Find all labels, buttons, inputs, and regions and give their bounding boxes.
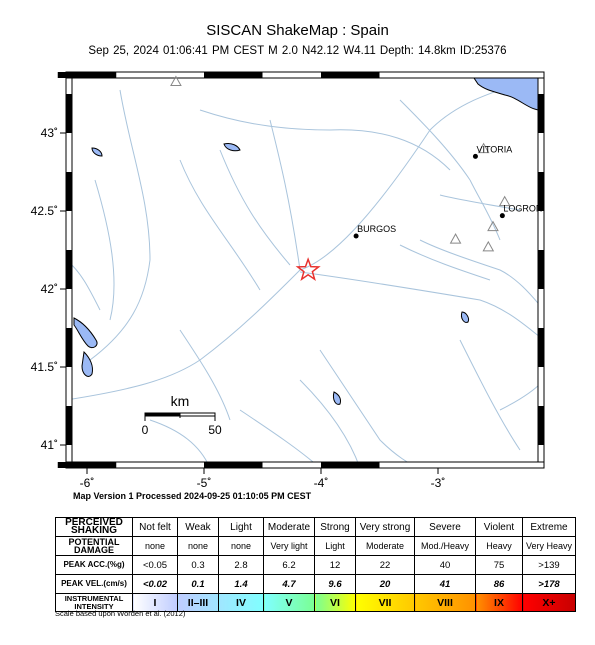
city-label: VITORIA <box>476 144 513 155</box>
legend-cell: 0.1 <box>178 575 219 594</box>
legend-row-label: INSTRUMENTAL INTENSITY <box>56 594 133 612</box>
legend-cell: none <box>219 537 264 556</box>
legend-cell: <0.02 <box>133 575 178 594</box>
legend-cell: <0.05 <box>133 556 178 575</box>
scale-end: 50 <box>208 423 222 437</box>
map-area <box>66 72 544 468</box>
legend-cell: Mod./Heavy <box>415 537 476 556</box>
legend-cell: 41 <box>415 575 476 594</box>
legend-cell: >178 <box>523 575 576 594</box>
event-info: Sep 25, 2024 01:06:41 PM CEST M 2.0 N42.12 W4.11 Depth: 14.8km ID:25376 <box>88 45 507 57</box>
lat-label: 42˚ <box>40 282 58 296</box>
legend-cell: Violent <box>476 518 523 537</box>
legend-cell: Moderate <box>356 537 415 556</box>
legend-cell: X+ <box>523 594 576 612</box>
map-title: SISCAN ShakeMap : Spain <box>206 22 389 39</box>
legend-cell: 4.7 <box>264 575 315 594</box>
scale-credit: Scale based upon Worden et al. (2012) <box>55 609 186 618</box>
legend-cell: Not felt <box>133 518 178 537</box>
lon-label: -3˚ <box>430 476 446 490</box>
legend-cell: 12 <box>315 556 356 575</box>
city-label: LOGRON <box>503 203 543 214</box>
city-dot <box>500 213 505 218</box>
legend-row <box>56 575 576 594</box>
legend-row <box>56 556 576 575</box>
legend-cell: Very strong <box>356 518 415 537</box>
legend-cell: >139 <box>523 556 576 575</box>
city-label: BURGOS <box>357 223 397 234</box>
legend-cell: 40 <box>415 556 476 575</box>
city-dot <box>354 233 359 238</box>
lon-label: -5˚ <box>196 476 212 490</box>
legend-cell: VI <box>315 594 356 612</box>
legend-cell: Severe <box>415 518 476 537</box>
legend-cell: VII <box>356 594 415 612</box>
lat-label: 42.5˚ <box>30 204 58 218</box>
legend-cell: V <box>264 594 315 612</box>
legend-cell: Strong <box>315 518 356 537</box>
legend-cell: none <box>178 537 219 556</box>
legend-cell: Heavy <box>476 537 523 556</box>
legend-cell: 75 <box>476 556 523 575</box>
legend-cell: Weak <box>178 518 219 537</box>
legend-cell: VIII <box>415 594 476 612</box>
legend-cell: Light <box>219 518 264 537</box>
legend-cell: 20 <box>356 575 415 594</box>
legend-row <box>56 518 576 537</box>
legend-cell: II–III <box>178 594 219 612</box>
legend-cell: Moderate <box>264 518 315 537</box>
latitude-labels <box>31 126 66 452</box>
lon-label: -6˚ <box>79 476 95 490</box>
city-dot <box>473 154 478 159</box>
lat-label: 41˚ <box>40 438 58 452</box>
legend-cell: 0.3 <box>178 556 219 575</box>
legend-row-label: PEAK VEL.(cm/s) <box>56 575 133 594</box>
lat-label: 41.5˚ <box>30 360 58 374</box>
scale-unit: km <box>170 393 190 409</box>
legend-cell: 22 <box>356 556 415 575</box>
legend-cell: Light <box>315 537 356 556</box>
legend-cell: IX <box>476 594 523 612</box>
longitude-labels <box>80 468 446 490</box>
scale-start: 0 <box>141 423 149 437</box>
legend-cell: 9.6 <box>315 575 356 594</box>
legend-row-label: PERCEIVED SHAKING <box>56 518 133 537</box>
legend-cell: IV <box>219 594 264 612</box>
legend-cell: 1.4 <box>219 575 264 594</box>
legend-row-label: POTENTIAL DAMAGE <box>56 537 133 556</box>
legend-cell: Very Heavy <box>523 537 576 556</box>
legend-cell: none <box>133 537 178 556</box>
intensity-legend <box>55 517 576 612</box>
legend-cell: I <box>133 594 178 612</box>
lat-label: 43˚ <box>40 126 58 140</box>
legend-cell: Extreme <box>523 518 576 537</box>
legend-cell: 86 <box>476 575 523 594</box>
legend-row <box>56 537 576 556</box>
lon-label: -4˚ <box>313 476 329 490</box>
legend-cell: 6.2 <box>264 556 315 575</box>
legend-cell: 2.8 <box>219 556 264 575</box>
legend-row-label: PEAK ACC.(%g) <box>56 556 133 575</box>
legend-cell: Very light <box>264 537 315 556</box>
map-version: Map Version 1 Processed 2024-09-25 01:10:05 PM CEST <box>73 491 312 501</box>
